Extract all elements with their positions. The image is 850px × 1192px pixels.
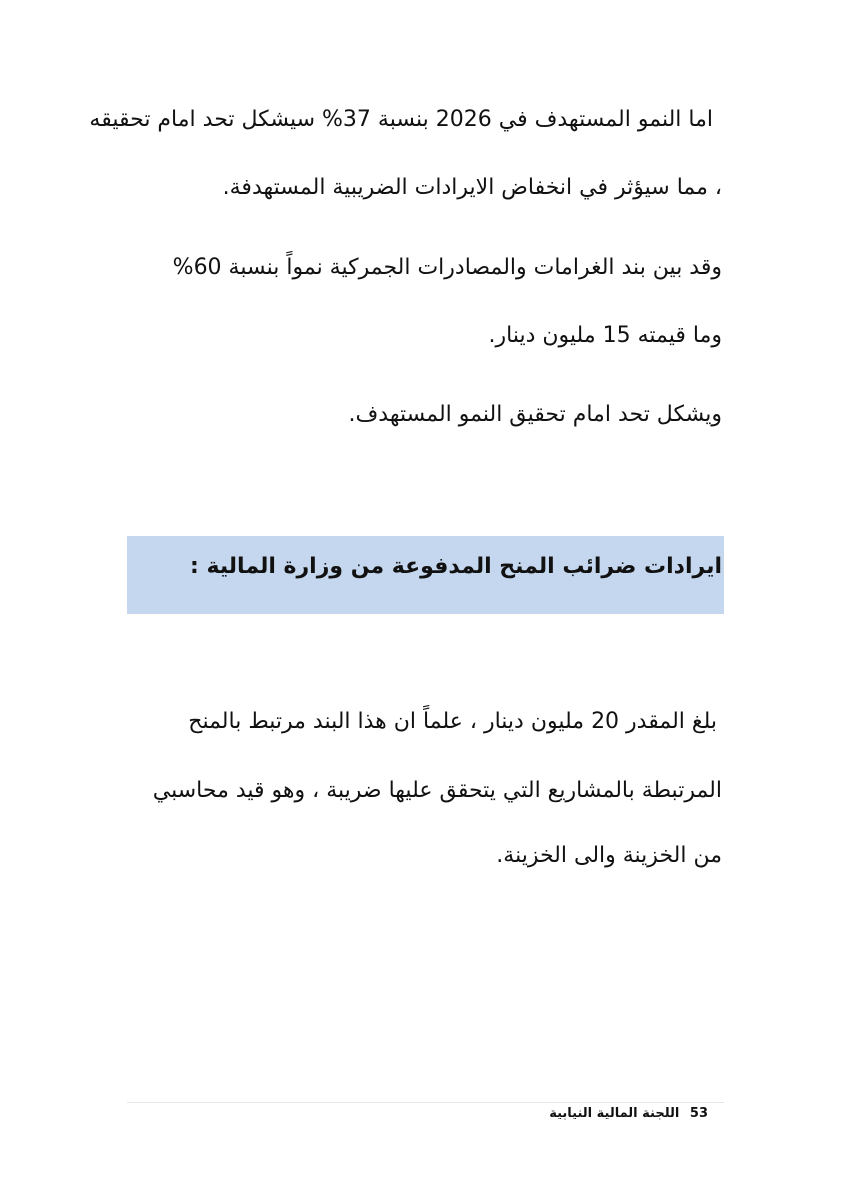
paragraph-3-line-1: ويشكل تحد امام تحقيق النمو المستهدف. [348,402,722,427]
paragraph-1-line-2: ، مما سيؤثر في انخفاض الايرادات الضريبية المستهدفة. [222,175,722,200]
footer-divider [127,1102,724,1103]
paragraph-2-line-2: وما قيمته 15 مليون دينار. [488,323,722,348]
paragraph-2-line-1: وقد بين بند الغرامات والمصادرات الجمركية نمواً بنسبة 60% [172,255,722,280]
section-heading: ايرادات ضرائب المنح المدفوعة من وزارة المالية : [190,554,722,579]
paragraph-4-line-3: من الخزينة والى الخزينة. [496,843,722,868]
page-number: 53 [689,1106,708,1121]
paragraph-4-line-2: المرتبطة بالمشاريع التي يتحقق عليها ضريبة ، وهو قيد محاسبي [152,778,722,803]
paragraph-4-line-1: بلغ المقدر 20 مليون دينار ، علماً ان هذا البند مرتبط بالمنح [188,709,717,734]
page-footer [549,1105,708,1123]
paragraph-1-line-1: اما النمو المستهدف في 2026 بنسبة 37% سيشكل تحد امام تحقيقه [89,107,713,132]
footer-committee-name: اللجنة المالية النيابية [549,1106,680,1121]
